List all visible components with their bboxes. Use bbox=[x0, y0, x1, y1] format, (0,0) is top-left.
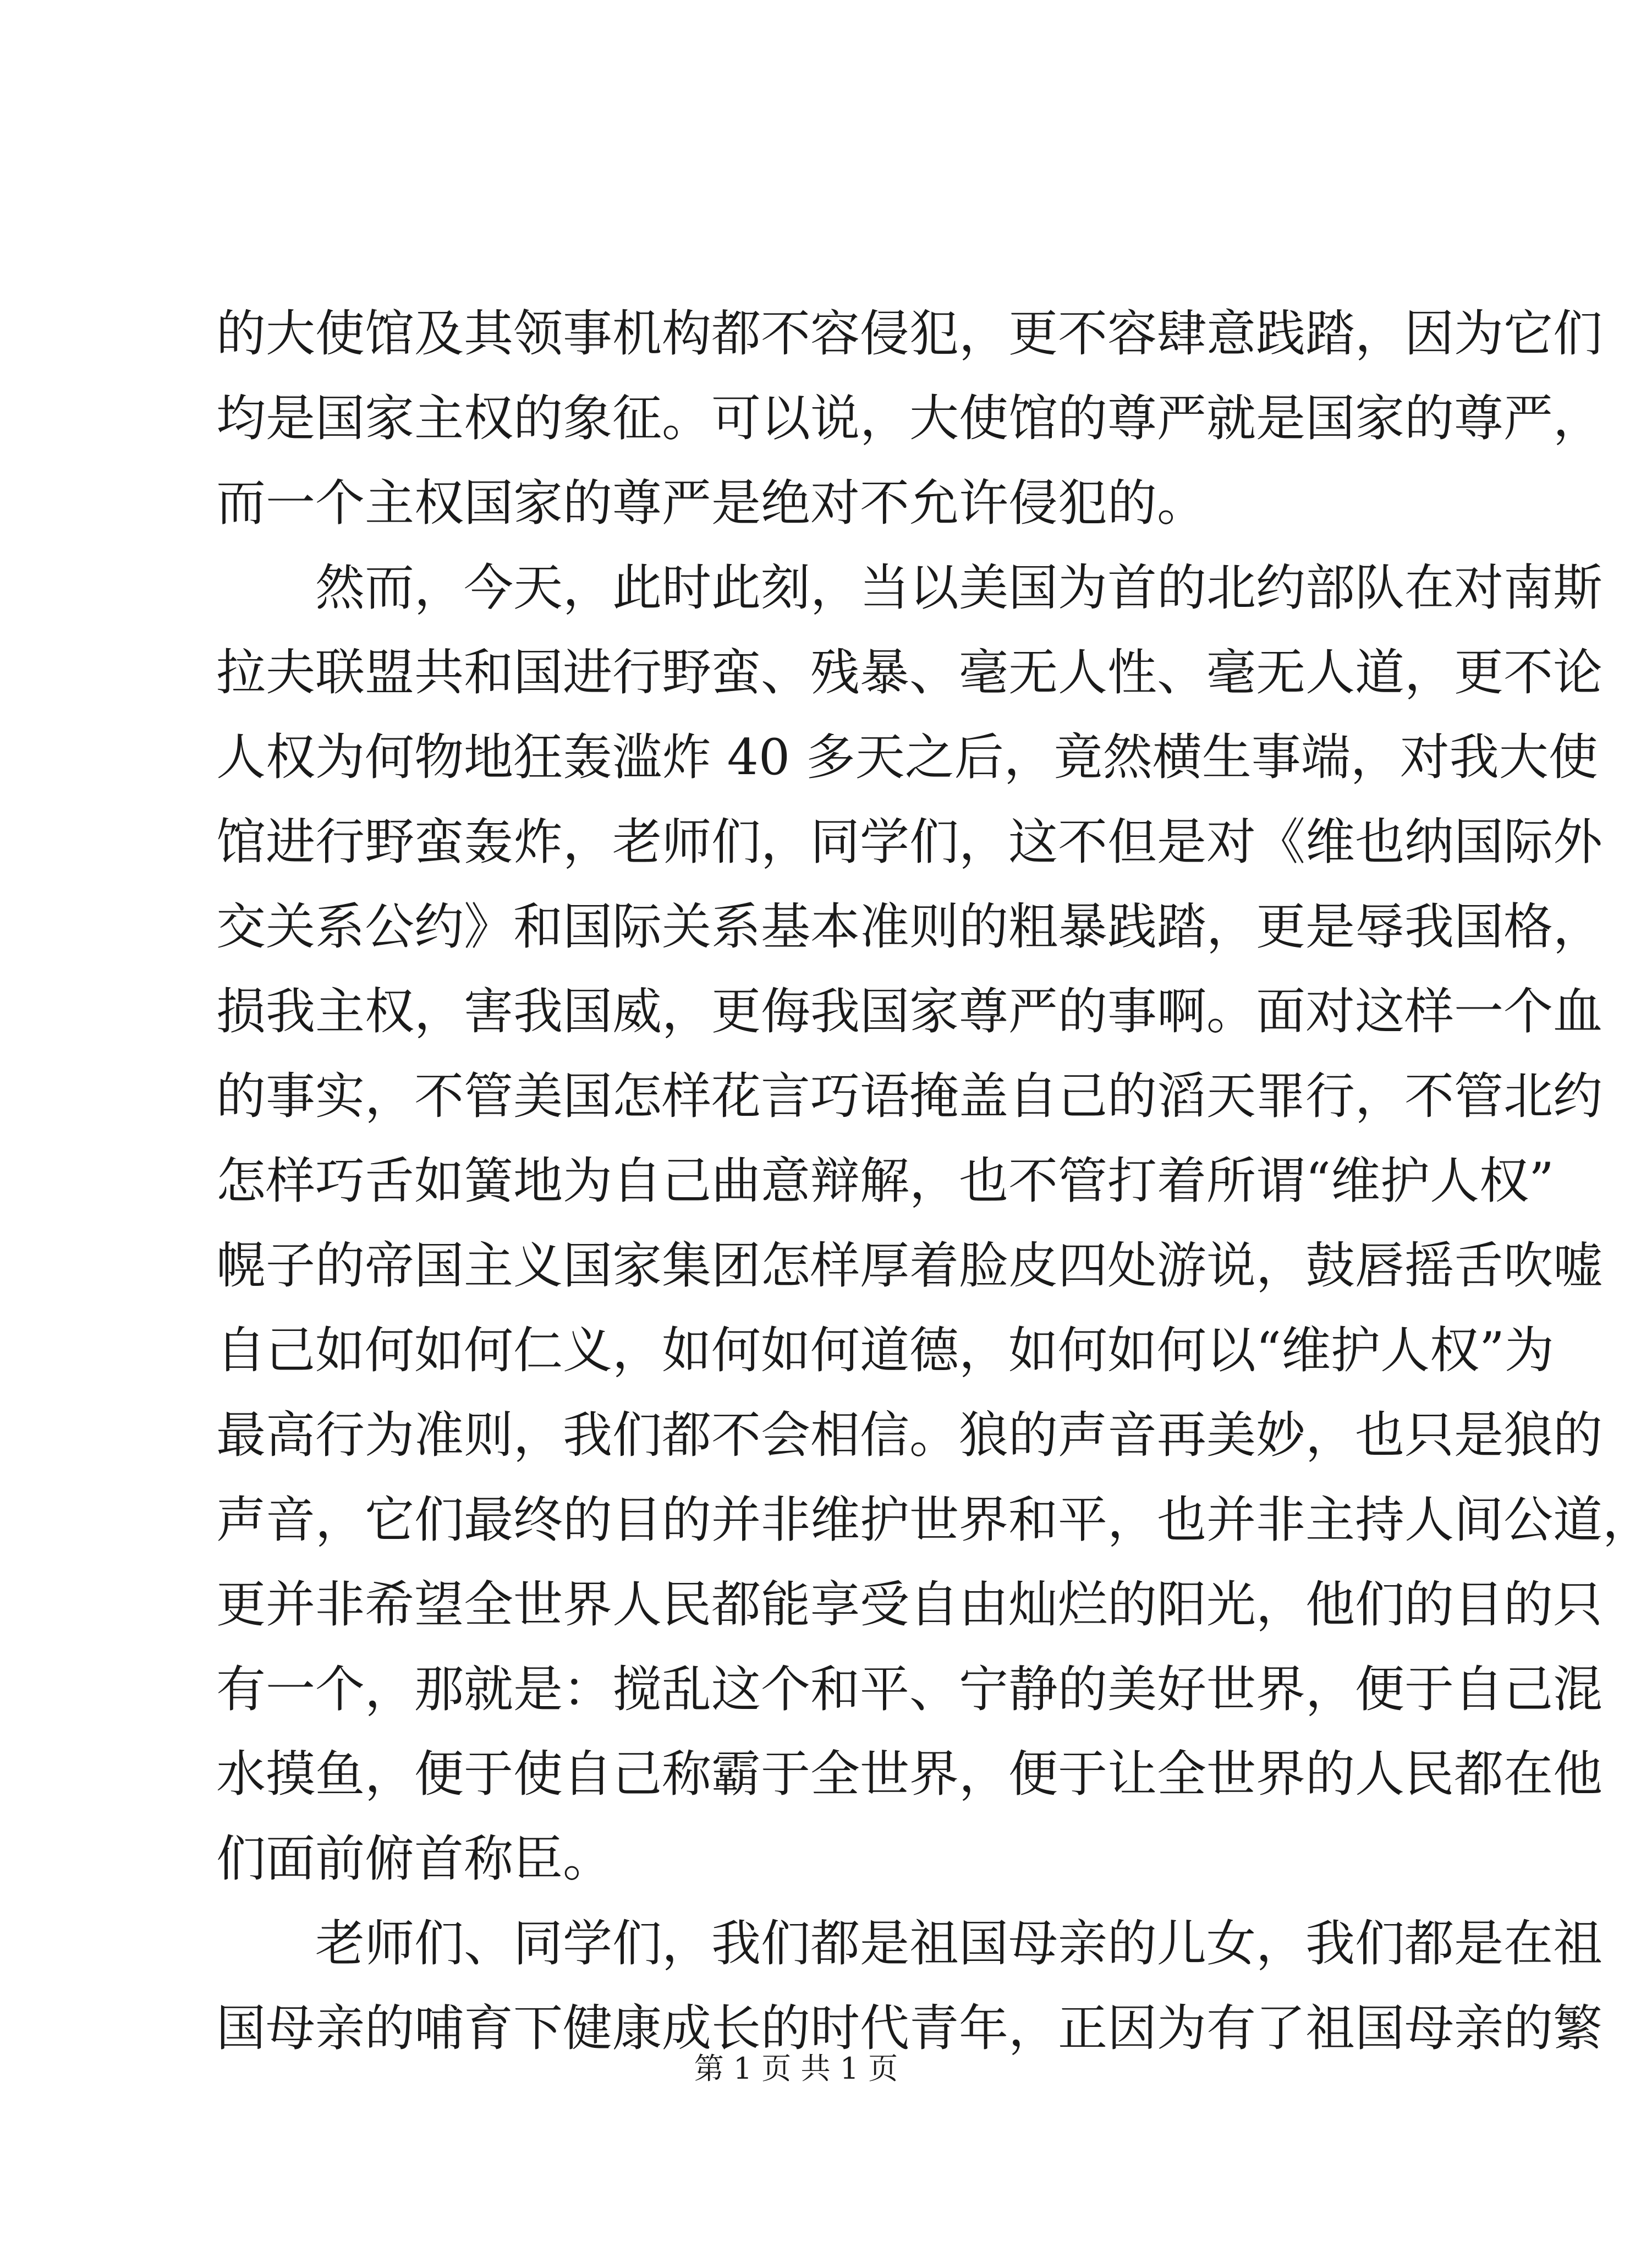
text-line: 声音，它们最终的目的并非维护世界和平，也并非主持人间公道， bbox=[216, 1491, 1652, 1549]
page-number: 第 1 页 共 1 页 bbox=[694, 2051, 898, 2086]
text-line: 幌子的帝国主义国家集团怎样厚着脸皮四处游说，鼓唇摇舌吹嘘 bbox=[216, 1237, 1602, 1295]
text-line: 拉夫联盟共和国进行野蛮、残暴、毫无人性、毫无人道，更不论 bbox=[216, 644, 1602, 702]
text-line: 老师们、同学们，我们都是祖国母亲的儿女，我们都是在祖 bbox=[216, 1915, 1602, 1972]
text-line: 最高行为准则，我们都不会相信。狼的声音再美妙，也只是狼的 bbox=[216, 1406, 1602, 1464]
text-line: 人权为何物地狂轰滥炸 40 多天之后，竟然横生事端，对我大使 bbox=[216, 728, 1598, 786]
text-line: 的事实，不管美国怎样花言巧语掩盖自己的滔天罪行，不管北约 bbox=[216, 1067, 1602, 1125]
text-line: 交关系公约》和国际关系基本准则的粗暴践踏，更是辱我国格， bbox=[216, 898, 1602, 956]
text-line: 水摸鱼，便于使自己称霸于全世界，便于让全世界的人民都在他 bbox=[216, 1745, 1602, 1803]
body-text bbox=[216, 292, 1652, 2071]
text-line: 自己如何如何仁义，如何如何道德，如何如何以“维护人权”为 bbox=[216, 1322, 1555, 1379]
page-footer bbox=[0, 2047, 1592, 2091]
text-line: 损我主权，害我国威，更侮我国家尊严的事啊。面对这样一个血 bbox=[216, 983, 1602, 1040]
text-line: 的大使馆及其领事机构都不容侵犯，更不容肆意践踏，因为它们 bbox=[216, 305, 1602, 363]
text-line: 馆进行野蛮轰炸，老师们，同学们，这不但是对《维也纳国际外 bbox=[216, 813, 1602, 871]
text-line: 更并非希望全世界人民都能享受自由灿烂的阳光，他们的目的只 bbox=[216, 1576, 1602, 1634]
text-line: 而一个主权国家的尊严是绝对不允许侵犯的。 bbox=[216, 474, 1206, 532]
text-line: 均是国家主权的象征。可以说，大使馆的尊严就是国家的尊严， bbox=[216, 390, 1602, 447]
text-line: 然而，今天，此时此刻，当以美国为首的北约部队在对南斯 bbox=[216, 559, 1602, 617]
text-line: 有一个，那就是：搅乱这个和平、宁静的美好世界，便于自己混 bbox=[216, 1661, 1602, 1718]
text-line: 国母亲的哺育下健康成长的时代青年，正因为有了祖国母亲的繁 bbox=[216, 1999, 1602, 2057]
text-line: 怎样巧舌如簧地为自己曲意辩解，也不管打着所谓“维护人权” bbox=[216, 1152, 1555, 1210]
text-line: 们面前俯首称臣。 bbox=[216, 1830, 612, 1888]
